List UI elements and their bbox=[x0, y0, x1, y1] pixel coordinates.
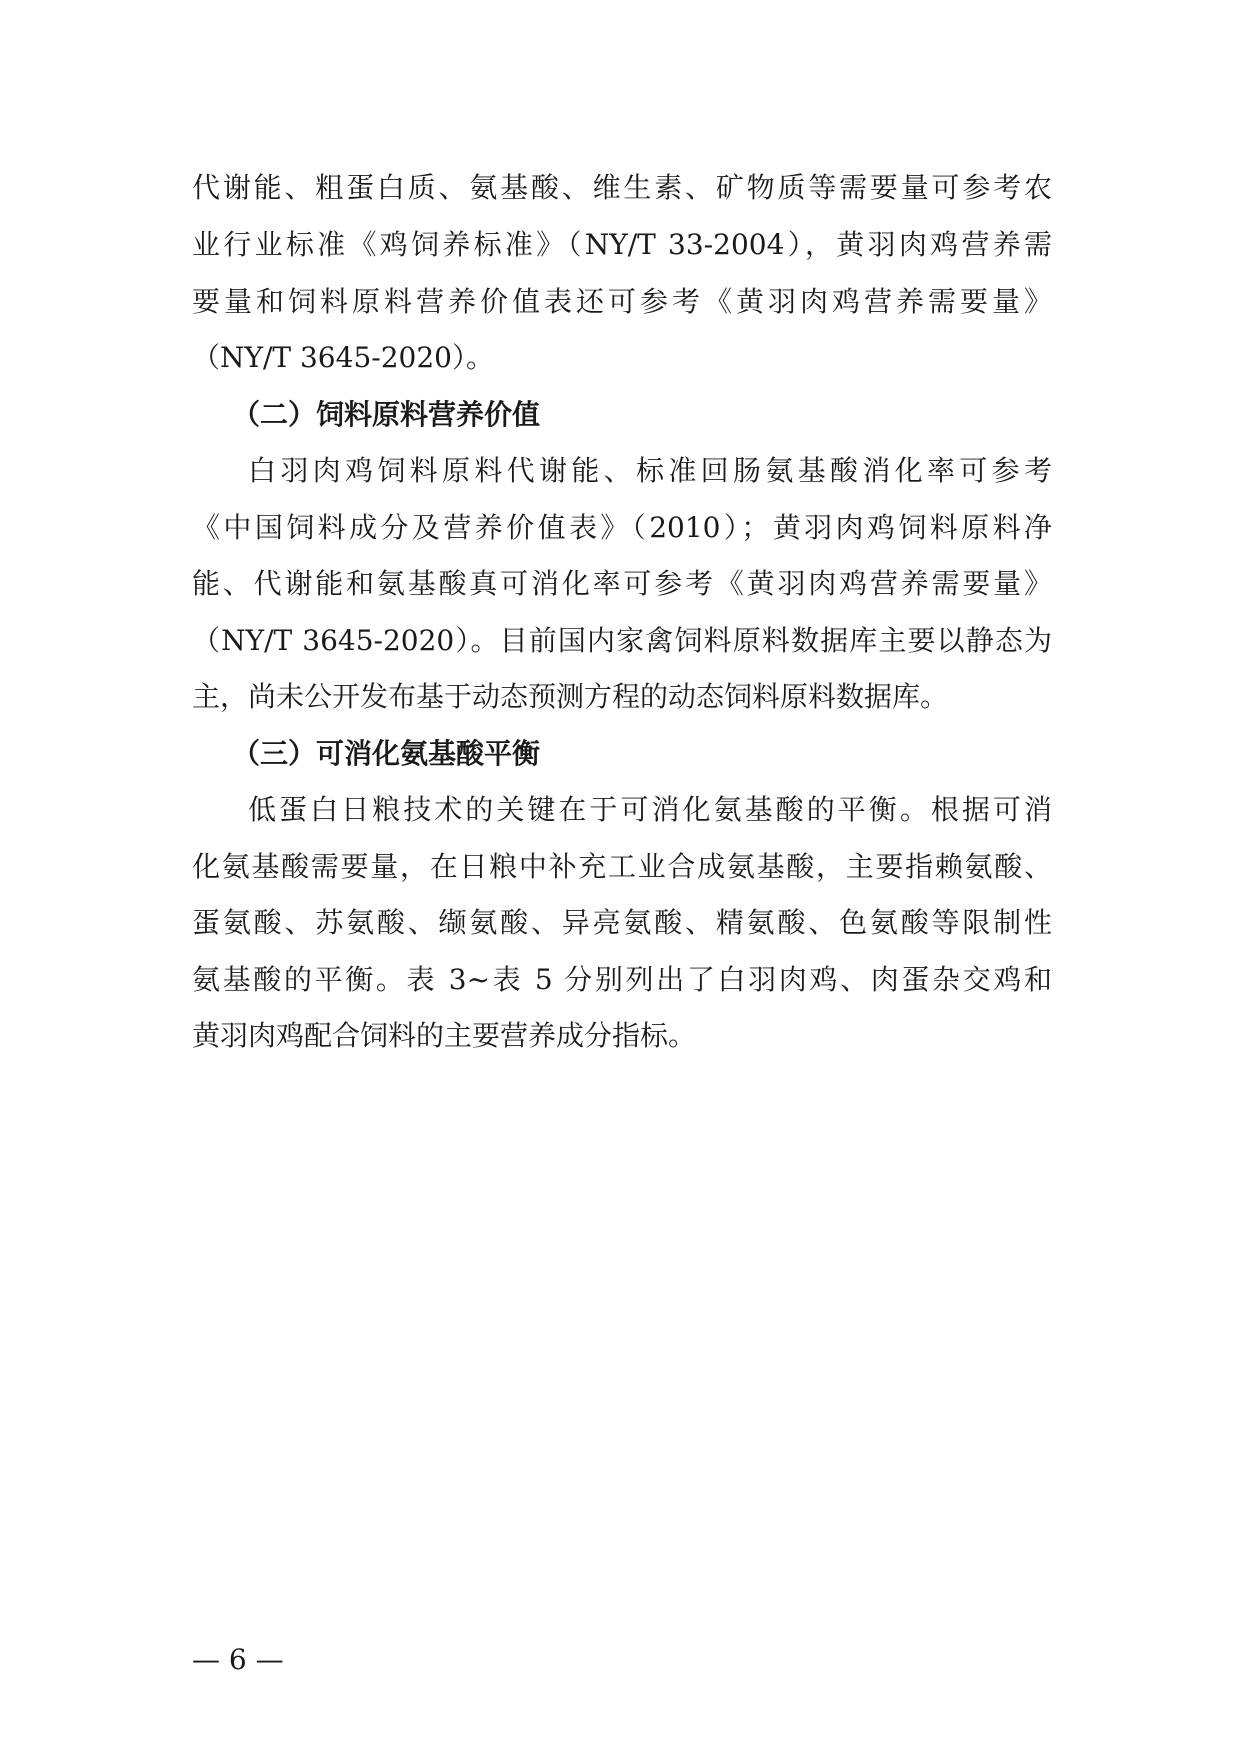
paragraph-line: 能、代谢能和氨基酸真可消化率可参考《黄羽肉鸡营养需要量》 bbox=[192, 567, 1052, 600]
page-number: — 6 — bbox=[192, 1643, 284, 1676]
paragraph-line: （NY/T 3645-2020）。 bbox=[192, 341, 494, 374]
paragraph-line: （NY/T 3645-2020）。目前国内家禽饲料原料数据库主要以静态为 bbox=[192, 624, 1052, 657]
paragraph-line: 要量和饲料原料营养价值表还可参考《黄羽肉鸡营养需要量》 bbox=[192, 285, 1052, 318]
section-heading: （二）饲料原料营养价值 bbox=[232, 398, 541, 431]
paragraph-line: 低蛋白日粮技术的关键在于可消化氨基酸的平衡。根据可消 bbox=[248, 793, 1052, 826]
paragraph-line: 黄羽肉鸡配合饲料的主要营养成分指标。 bbox=[192, 1019, 697, 1052]
paragraph-line: 化氨基酸需要量，在日粮中补充工业合成氨基酸，主要指赖氨酸、 bbox=[192, 850, 1052, 883]
section-heading: （三）可消化氨基酸平衡 bbox=[232, 737, 541, 770]
paragraph-line: 蛋氨酸、苏氨酸、缬氨酸、异亮氨酸、精氨酸、色氨酸等限制性 bbox=[192, 906, 1052, 939]
paragraph-line: 《中国饲料成分及营养价值表》（2010）；黄羽肉鸡饲料原料净 bbox=[192, 511, 1052, 544]
paragraph-line: 代谢能、粗蛋白质、氨基酸、维生素、矿物质等需要量可参考农 bbox=[192, 171, 1052, 204]
paragraph-line: 业行业标准《鸡饲养标准》（NY/T 33-2004），黄羽肉鸡营养需 bbox=[192, 228, 1052, 261]
paragraph-line: 白羽肉鸡饲料原料代谢能、标准回肠氨基酸消化率可参考 bbox=[248, 454, 1052, 487]
paragraph-line: 主，尚未公开发布基于动态预测方程的动态饲料原料数据库。 bbox=[192, 680, 949, 713]
paragraph-line: 氨基酸的平衡。表 3~表 5 分别列出了白羽肉鸡、肉蛋杂交鸡和 bbox=[192, 963, 1052, 996]
